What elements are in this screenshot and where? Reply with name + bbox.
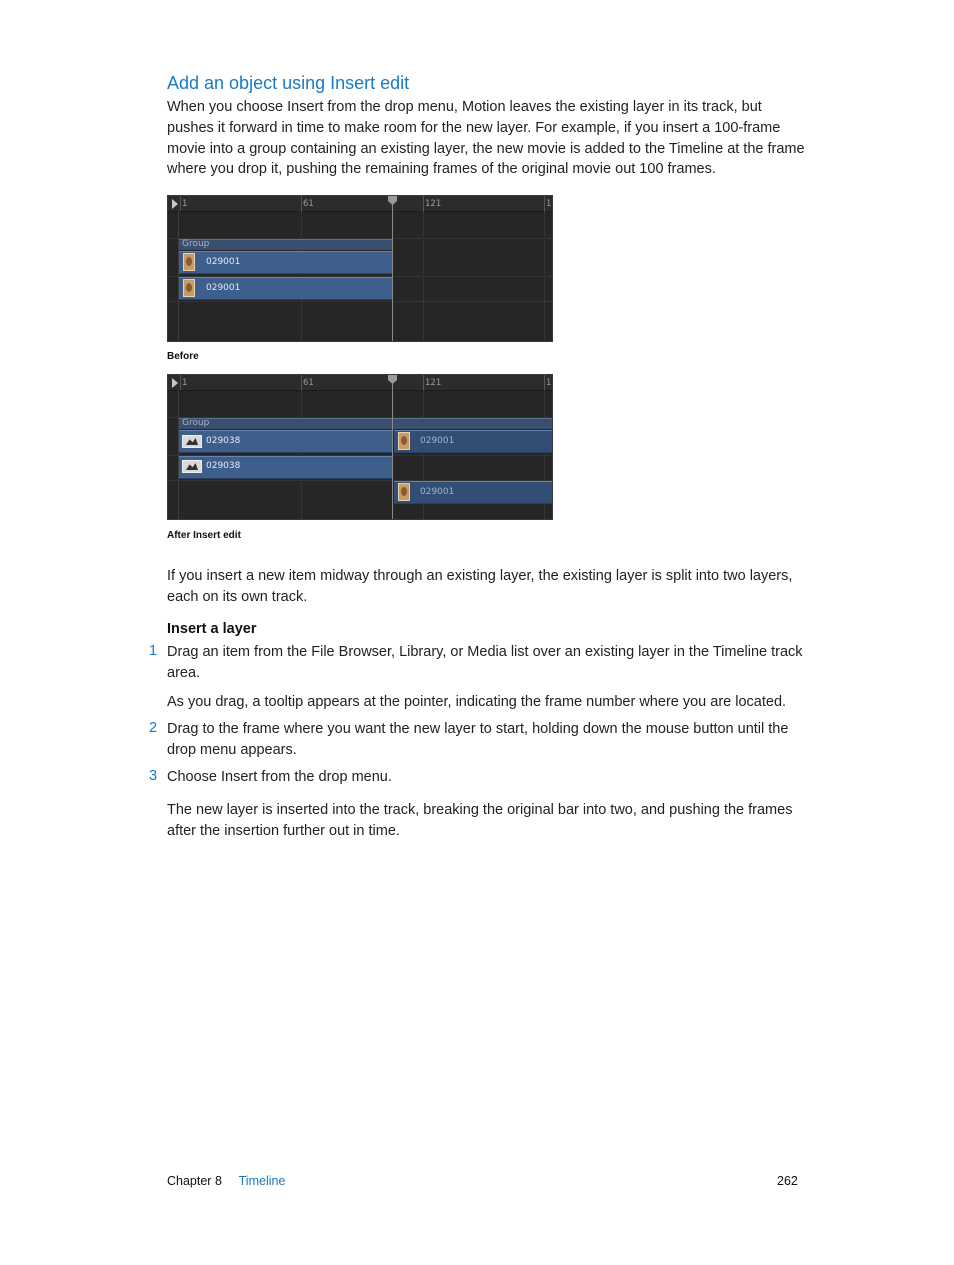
playhead[interactable] <box>392 375 393 519</box>
portrait-thumbnail-icon <box>183 253 195 271</box>
split-paragraph: If you insert a new item midway through an existing layer, the existing layer is split into two layers, each on its own track. <box>167 568 793 605</box>
step-text: Drag an item from the File Browser, Library, or Media list over an existing layer in the Timeline track area. <box>167 644 803 681</box>
portrait-thumbnail-icon <box>183 279 195 297</box>
group-bar[interactable] <box>179 239 392 250</box>
group-label: Group <box>182 239 210 249</box>
step-number: 2 <box>149 720 158 736</box>
ruler-label: 1 <box>546 378 552 388</box>
layer-bar[interactable] <box>394 481 553 504</box>
portrait-thumbnail-icon <box>398 483 410 501</box>
section-heading: Add an object using Insert edit <box>167 73 410 93</box>
result-paragraph: The new layer is inserted into the track, breaking the original bar into two, and pushing the frames after the insertion further out in time. <box>167 802 793 839</box>
step-number: 3 <box>149 768 158 784</box>
ruler-label: 1 <box>546 199 552 209</box>
layer-label: 029001 <box>206 283 241 293</box>
timeline-ruler <box>168 196 552 212</box>
page-footer <box>167 1174 285 1188</box>
step-text: Drag to the frame where you want the new layer to start, holding down the mouse button until the drop menu appears. <box>167 721 789 758</box>
layer-label: 029001 <box>420 487 455 497</box>
timeline-ruler <box>168 375 552 391</box>
ruler-label: 121 <box>425 378 442 388</box>
ruler-label: 1 <box>182 378 188 388</box>
group-bar[interactable] <box>179 418 553 429</box>
layer-label: 029001 <box>420 436 455 446</box>
layer-label: 029038 <box>206 461 241 471</box>
footer-chapter: Chapter 8 <box>167 1174 222 1188</box>
footer-section-link[interactable]: Timeline <box>238 1174 286 1188</box>
page-number: 262 <box>777 1174 798 1188</box>
ruler-label: 1 <box>182 199 188 209</box>
step-number: 1 <box>149 643 158 659</box>
timeline-before-figure <box>167 195 553 342</box>
intro-paragraph: When you choose Insert from the drop menu, Motion leaves the existing layer in its track, but pushes it forward in time to make room for the new layer. For example, if you insert a 100-frame movie into a group containing an existing layer, the new movie is added to the Timeline at the frame where you drop it, pushing the remaining frames of the original movie out 100 frames. <box>167 99 805 178</box>
task-title: Insert a layer <box>167 621 257 637</box>
ruler-label: 61 <box>303 199 314 209</box>
step-text: Choose Insert from the drop menu. <box>167 769 392 785</box>
playhead[interactable] <box>392 196 393 341</box>
ruler-label: 61 <box>303 378 314 388</box>
step-note: As you drag, a tooltip appears at the pointer, indicating the frame number where you are located. <box>167 694 787 710</box>
group-label: Group <box>182 418 210 428</box>
layer-label: 029001 <box>206 257 241 267</box>
ruler-label: 121 <box>425 199 442 209</box>
figure-caption: Before <box>167 351 199 362</box>
play-range-start-icon <box>172 199 178 209</box>
layer-bar[interactable] <box>394 430 553 453</box>
play-range-start-icon <box>172 378 178 388</box>
landscape-thumbnail-icon <box>182 460 202 473</box>
figure-caption: After Insert edit <box>167 530 241 541</box>
timeline-after-figure <box>167 374 553 520</box>
portrait-thumbnail-icon <box>398 432 410 450</box>
landscape-thumbnail-icon <box>182 435 202 448</box>
layer-label: 029038 <box>206 436 241 446</box>
